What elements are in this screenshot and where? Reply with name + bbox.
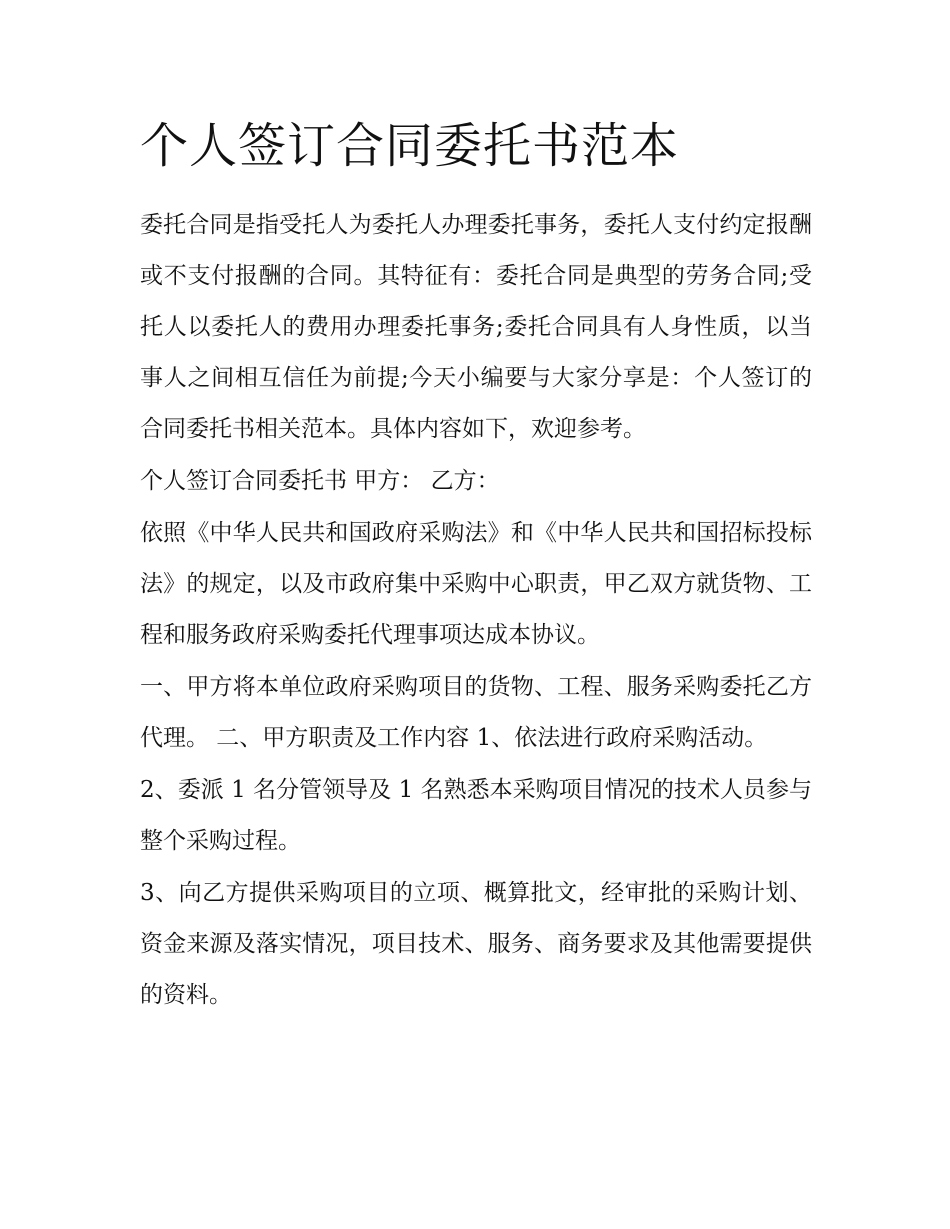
parties-line: 个人签订合同委托书 甲方： 乙方： <box>140 468 500 494</box>
legal-basis-paragraph: 依照《中华人民共和国政府采购法》和《中华人民共和国招标投标法》的规定，以及市政府集中采购中心职责，甲乙双方就货物、工程和服务政府采购委托代理事项达成本协议。 <box>140 520 812 648</box>
clause-item-3: 3、向乙方提供采购项目的立项、概算批文，经审批的采购计划、资金来源及落实情况，项目技术、服务、商务要求及其他需要提供的资料。 <box>140 880 812 1008</box>
document-body <box>140 112 812 1022</box>
clause-one-two-paragraph: 一、甲方将本单位政府采购项目的货物、工程、服务采购委托乙方代理。 二、甲方职责及工作内容 1、依法进行政府采购活动。 <box>140 674 812 751</box>
intro-paragraph: 委托合同是指受托人为委托人办理委托事务，委托人支付约定报酬或不支付报酬的合同。其特征有：委托合同是典型的劳务合同;受托人以委托人的费用办理委托事务;委托合同具有人身性质，以当事人之间相互信任为前提;今天小编要与大家分享是：个人签订的合同委托书相关范本。具体内容如下，欢迎参考。 <box>140 212 812 442</box>
document-title: 个人签订合同委托书范本 <box>140 118 680 174</box>
clause-item-2: 2、委派 1 名分管领导及 1 名熟悉本采购项目情况的技术人员参与整个采购过程。 <box>140 777 812 854</box>
